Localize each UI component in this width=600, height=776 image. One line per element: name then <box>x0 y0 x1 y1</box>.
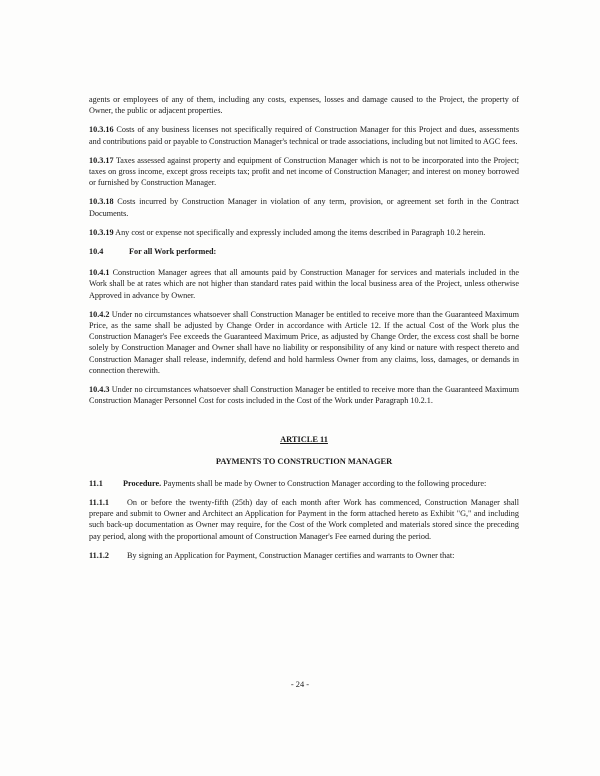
paragraph-10-3-16 <box>89 124 519 146</box>
paragraph-10-3-19 <box>89 227 519 238</box>
paragraph-11-1-1 <box>89 497 519 542</box>
paragraph-number: 10.3.17 <box>89 155 114 165</box>
paragraph-10-4-2 <box>89 309 519 376</box>
article-subtitle: PAYMENTS TO CONSTRUCTION MANAGER <box>215 456 393 466</box>
page-content <box>89 94 519 569</box>
paragraph-10-3-18 <box>89 196 519 218</box>
paragraph-text: Costs incurred by Construction Manager in violation of any term, provision, or agreement set forth in the Contract Documents. <box>89 197 519 218</box>
section-title: For all Work performed: <box>129 247 217 257</box>
section-text: Payments shall be made by Owner to Construction Manager according to the following procedure: <box>163 478 487 488</box>
section-title: Procedure. <box>123 478 162 488</box>
paragraph-number: 10.3.19 <box>89 227 114 237</box>
paragraph-text: Under no circumstances whatsoever shall Construction Manager be entitled to receive more than the Guaranteed Maximum Construction Manager Personnel Cost for costs included in the Cost of the Work under Paragraph 10.2.1. <box>89 385 520 406</box>
section-number: 10.4 <box>89 247 104 257</box>
section-11-1 <box>89 478 519 489</box>
article-title: ARTICLE 11 <box>280 435 328 445</box>
section-heading-10-4 <box>89 246 519 257</box>
section-number: 11.1 <box>89 478 103 488</box>
paragraph-10-4-1 <box>89 267 519 301</box>
paragraph-number: 10.4.2 <box>89 309 110 319</box>
paragraph-number: 10.3.18 <box>89 197 114 207</box>
paragraph-text: On or before the twenty-fifth (25th) day of each month after Work has commenced, Construction Manager shall prepare and submit to Owner and Architect an Application for Payment in the form attached hereto as Exhibit "G," and including such back-up documentation as Owner may require, for the Cost of the Work completed and materials stored since the preceding pay period, along with the proportional amount of Construction Manager's Fee earned during the period. <box>89 498 519 541</box>
paragraph-text: Construction Manager agrees that all amounts paid by Construction Manager for services and materials included in the Work shall be at rates which are not higher than standard rates paid within the local business area of the Project, unless otherwise Approved in advance by Owner. <box>89 268 519 300</box>
paragraph-number: 10.4.3 <box>89 385 110 395</box>
paragraph-text: agents or employees of any of them, including any costs, expenses, losses and damage caused to the Project, the property of Owner, the public or adjacent properties. <box>89 95 519 116</box>
paragraph-text: Any cost or expense not specifically and expressly included among the items described in Paragraph 10.2 herein. <box>115 227 486 237</box>
paragraph-continuation <box>89 94 519 116</box>
paragraph-number: 11.1.1 <box>89 498 110 508</box>
paragraph-text: Under no circumstances whatsoever shall Construction Manager be entitled to receive more than the Guaranteed Maximum Price, as the same shall be adjusted by Change Order in accordance with Article 12. If the actual Cost of the Work plus the Construction Manager's Fee exceeds the Guaranteed Maximum Price, as adjusted by Change Order, the excess cost shall be borne solely by Construction Manager and Owner shall have no liability or responsibility of any kind or nature with respect thereto and Construction Manager shall release, indemnify, defend and hold harmless Owner from any claims, loss, damages, or demands in connection therewith. <box>89 309 520 375</box>
paragraph-text: Costs of any business licenses not specifically required of Construction Manager for this Project and dues, assessments and contributions paid or payable to Construction Manager's technical or trade associations, including but not limited to AGC fees. <box>89 125 520 146</box>
paragraph-11-1-2 <box>89 550 519 561</box>
paragraph-number: 10.4.1 <box>89 268 110 278</box>
page-number: - 24 - <box>290 680 310 689</box>
paragraph-text: By signing an Application for Payment, Construction Manager certifies and warrants to Owner that: <box>127 550 455 560</box>
paragraph-10-3-17 <box>89 155 519 189</box>
paragraph-number: 10.3.16 <box>89 125 114 135</box>
paragraph-text: Taxes assessed against property and equipment of Construction Manager which is not to be incorporated into the Project; taxes on gross income, except gross receipts tax; profit and net income of Construction Manager; and interest on money borrowed or furnished by Construction Manager. <box>89 155 519 188</box>
paragraph-number: 11.1.2 <box>89 550 110 560</box>
paragraph-10-4-3 <box>89 384 519 406</box>
